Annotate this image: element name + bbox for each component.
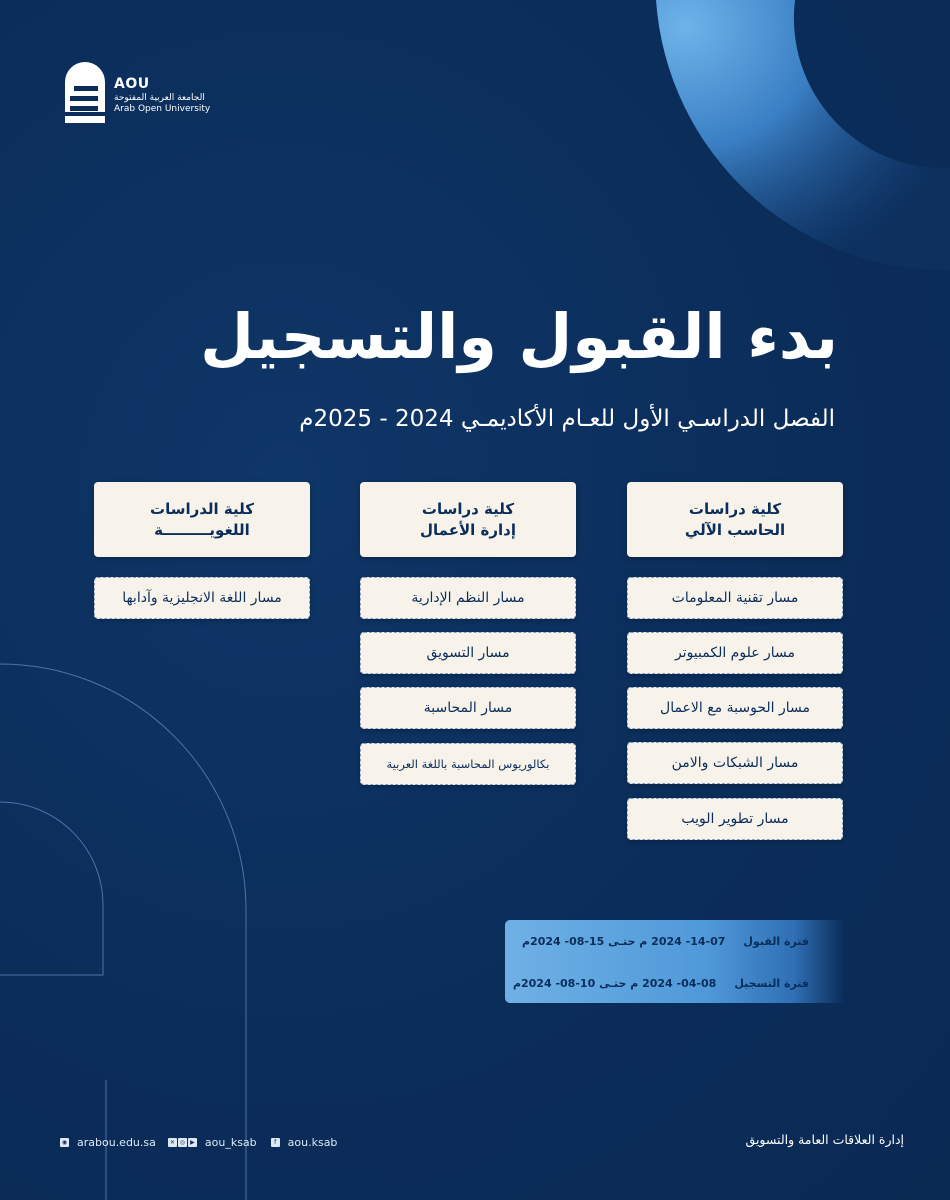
track-item: مسار المحاسبة xyxy=(360,687,576,729)
college-header: كلية الدراسات اللغويـــــــــة xyxy=(94,482,310,557)
college-column-business xyxy=(360,482,576,771)
college-column-computer xyxy=(627,482,843,827)
footer-contacts xyxy=(60,1136,337,1149)
track-item: مسار التسويق xyxy=(360,632,576,674)
period-label: فترة القبول xyxy=(743,935,809,948)
facebook-link[interactable]: aou.ksab xyxy=(287,1136,338,1149)
x-icon: ✕ xyxy=(169,1139,175,1146)
period-dates: 14-07- 2024 م حتـى 15-08- 2024م xyxy=(522,935,726,948)
globe-icon: ◉ xyxy=(61,1139,68,1146)
track-item: مسار اللغة الانجليزية وآدابها xyxy=(94,577,310,619)
aou-logo-icon xyxy=(64,62,106,124)
dates-panel xyxy=(505,920,845,1003)
academic-year-subtitle: الفصل الدراسـي الأول للعـام الأكاديمـي 2024 - 2025م xyxy=(299,406,835,432)
period-label: فترة التسجيل xyxy=(734,977,809,990)
track-item: مسار تقنية المعلومات xyxy=(627,577,843,619)
youtube-icon: ▶ xyxy=(188,1138,197,1147)
college-column-languages xyxy=(94,482,310,606)
period-dates: 04-08- 2024 م حتـى 10-08- 2024م xyxy=(512,977,717,990)
logo-abbr: AOU xyxy=(114,76,150,92)
page-title: بدء القبول والتسجيل xyxy=(200,300,838,373)
admission-period-row xyxy=(522,935,809,948)
website-link[interactable]: arabou.edu.sa xyxy=(77,1136,156,1149)
social-handle-link[interactable]: aou_ksab xyxy=(204,1136,257,1149)
instagram-icon: ◎ xyxy=(179,1139,185,1146)
track-item: مسار الشبكات والامن xyxy=(627,742,843,784)
social-icons-group xyxy=(168,1138,197,1147)
outline-arch-outer xyxy=(0,664,246,1200)
logo-name-en: Arab Open University xyxy=(114,104,211,114)
department-name: إدارة العلاقات العامة والتسويق xyxy=(745,1132,904,1147)
brand-logo xyxy=(64,62,210,124)
track-item: مسار تطوير الويب xyxy=(627,798,843,840)
track-item: مسار علوم الكمبيوتر xyxy=(627,632,843,674)
ring-arc-decoration xyxy=(656,0,950,270)
outline-arch-inner xyxy=(0,802,103,975)
college-header: كلية دراسات إدارة الأعمال xyxy=(360,482,576,557)
track-item: بكالوريوس المحاسبة باللغة العربية xyxy=(360,743,576,785)
logo-text xyxy=(114,76,210,115)
college-header: كلية دراسات الحاسب الآلي xyxy=(627,482,843,557)
registration-period-row xyxy=(513,977,809,990)
logo-name-ar: الجامعة العربية المفتوحة xyxy=(114,93,205,103)
track-item: مسار الحوسبة مع الاعمال xyxy=(627,687,843,729)
facebook-icon: f xyxy=(271,1138,280,1147)
track-item: مسار النظم الإدارية xyxy=(360,577,576,619)
